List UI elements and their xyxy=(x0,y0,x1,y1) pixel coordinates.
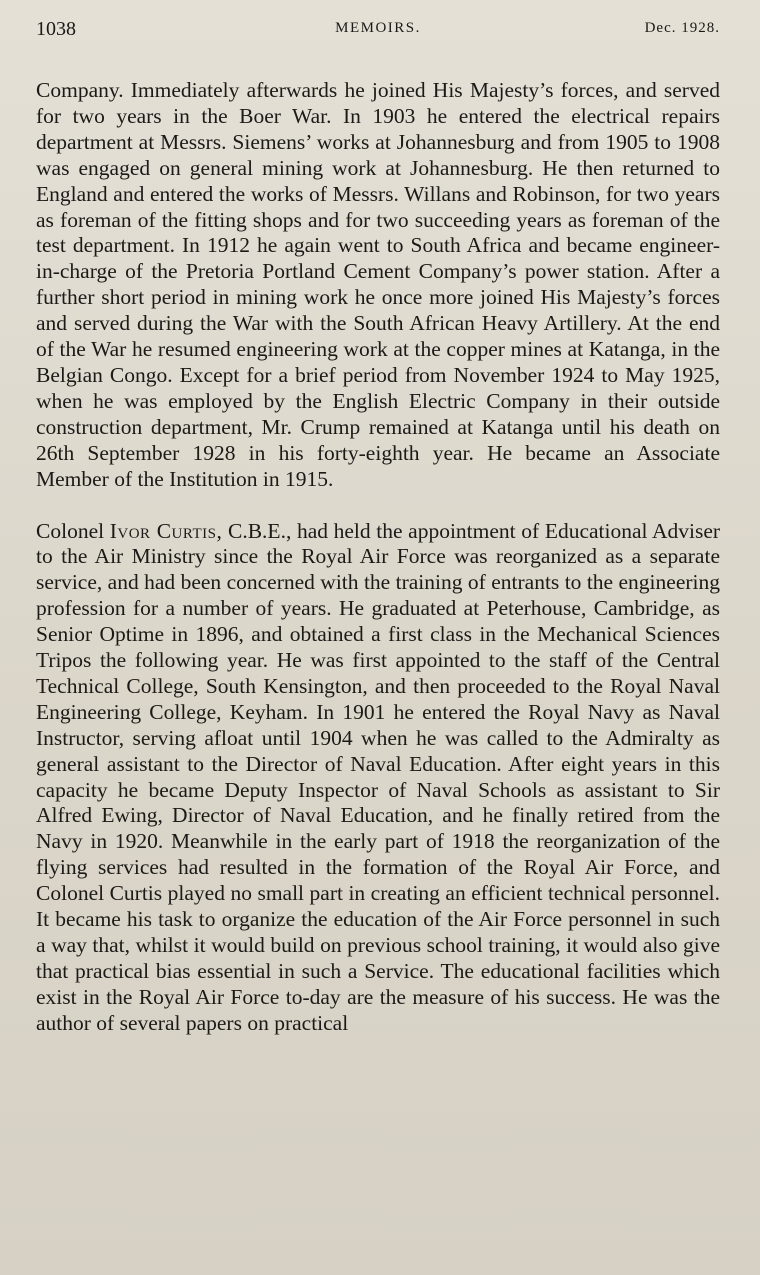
memoir-subject-name: Ivor Curtis, xyxy=(109,518,223,543)
paragraph-text: Company. Immediately afterwards he joined His Majesty’s forces, and served for two years in the Boer War. In 1903 he entered the electrical repairs department at Messrs. Siemens’ works at Johannesburg and from 1905 to 1908 was engaged on general mining work at Johannesburg. He then returned to England and entered the works of Messrs. Willans and Robinson, for two years as foreman of the fitting shops and for two succeeding years as foreman of the test department. In 1912 he again went to South Africa and became engineer-in-charge of the Pretoria Portland Cement Company’s power station. After a further short period in mining work he once more joined His Majesty’s forces and served during the War with the South African Heavy Artillery. At the end of the War he resumed engineering work at the copper mines at Katanga, in the Belgian Congo. Except for a brief period from November 1924 to May 1925, when he was employed by the English Electric Company in their outside construction department, Mr. Crump remained at Katanga until his death on 26th September 1928 in his forty-eighth year. He became an Associate Member of the Institution in 1915. xyxy=(36,78,720,491)
paragraph-lead: Colonel xyxy=(36,518,105,543)
page-header xyxy=(36,14,720,44)
running-title: MEMOIRS. xyxy=(335,20,421,36)
header-date: Dec. 1928. xyxy=(644,20,720,36)
page-number: 1038 xyxy=(36,18,76,40)
memoir-paragraph-curtis xyxy=(36,519,720,1037)
paragraph-text: C.B.E., had held the appointment of Educational Adviser to the Air Ministry since the Royal Air Force was reorganized as a separate service, and had been concerned with the training of entrants to the engineering profession for a number of years. He graduated at Peterhouse, Cambridge, as Senior Optime in 1896, and obtained a first class in the Mechanical Sciences Tripos the following year. He was first appointed to the staff of the Central Technical College, South Kensington, and then proceeded to the Royal Naval Engineering College, Keyham. In 1901 he entered the Royal Navy as Naval Instructor, serving afloat until 1904 when he was called to the Admiralty as general assistant to the Director of Naval Education. After eight years in this capacity he became Deputy Inspector of Naval Schools as assistant to Sir Alfred Ewing, Director of Naval Education, and he finally retired from the Navy in 1920. Meanwhile in the early part of 1918 the reorganization of the flying services had resulted in the formation of the Royal Air Force, and Colonel Curtis played no small part in creating an efficient technical personnel. It became his task to organize the education of the Air Force personnel in such a way that, whilst it would build on previous school training, it would also give that practical bias essential in such a Service. The educational facilities which exist in the Royal Air Force to-day are the measure of his success. He was the author of several papers on practical xyxy=(36,518,721,1035)
memoir-paragraph-crump xyxy=(36,78,720,493)
memoir-body xyxy=(36,78,720,1037)
